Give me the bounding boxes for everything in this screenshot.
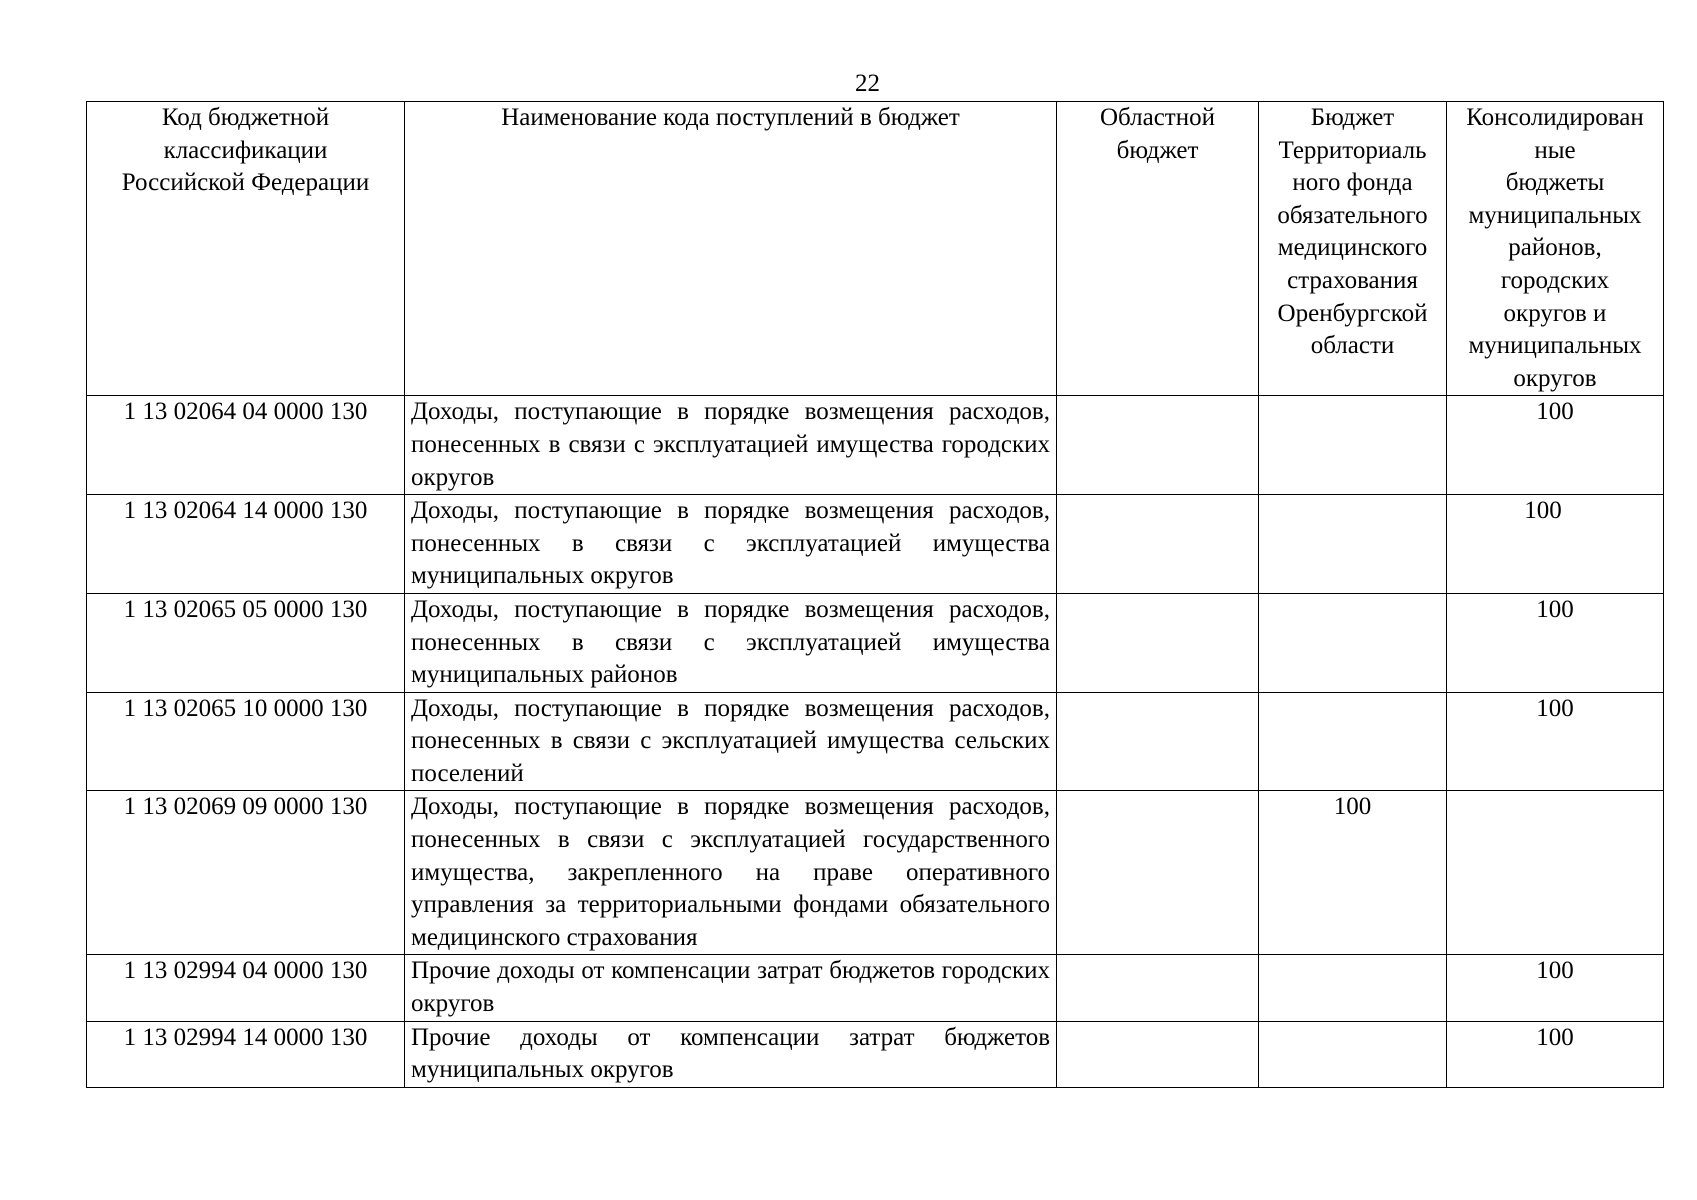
row-tfoms-value [1259,1021,1447,1087]
header-consolidated-line: районов, [1508,234,1602,262]
row-code: 1 13 02065 05 0000 130 [87,593,405,692]
row-code: 1 13 02994 14 0000 130 [87,1021,405,1087]
header-regional-line: Областной [1099,104,1215,131]
header-consolidated-line: округов и [1503,299,1607,327]
row-name: Доходы, поступающие в порядке возмещения расходов, понесенных в связи с эксплуатацией имущества муниципальных округов [405,495,1057,594]
row-tfoms-value [1259,955,1447,1021]
header-consolidated [1447,102,1664,396]
row-regional-value [1057,955,1259,1021]
row-name: Доходы, поступающие в порядке возмещения расходов, понесенных в связи с эксплуатацией государственного имущества, закрепленного на праве оперативного управления за территориальными фондами обязательного медицинского страхования [405,791,1057,955]
header-consolidated-line: Консолидирован [1466,104,1644,131]
page-number: 22 [855,70,880,97]
header-tfoms-line: Бюджет [1310,104,1395,131]
row-consolidated-value [1447,791,1664,955]
row-name: Доходы, поступающие в порядке возмещения расходов, понесенных в связи с эксплуатацией имущества городских округов [405,396,1057,495]
row-code: 1 13 02994 04 0000 130 [87,955,405,1021]
row-name: Доходы, поступающие в порядке возмещения расходов, понесенных в связи с эксплуатацией имущества сельских поселений [405,692,1057,791]
header-code-line: классификации [163,136,328,164]
header-tfoms-line: области [1310,332,1395,360]
row-regional-value [1057,495,1259,594]
header-consolidated-line: муниципальных [1468,201,1642,229]
table-row [87,791,1664,955]
table-row [87,593,1664,692]
table-row [87,495,1664,594]
header-code-line: Код бюджетной [161,104,330,131]
budget-classification-table [86,101,1664,1088]
row-name: Прочие доходы от компенсации затрат бюджетов городских округов [405,955,1057,1021]
header-tfoms-line: Оренбургской [1277,299,1428,327]
row-code: 1 13 02064 14 0000 130 [87,495,405,594]
row-regional-value [1057,396,1259,495]
row-consolidated-value: 100 [1447,593,1664,692]
header-consolidated-line: ные [1534,136,1576,164]
header-tfoms-line: Территориаль [1278,136,1427,164]
header-consolidated-line: бюджеты [1505,169,1605,197]
row-regional-value [1057,1021,1259,1087]
table-row [87,955,1664,1021]
header-tfoms [1259,102,1447,396]
row-regional-value [1057,692,1259,791]
table-header-row [87,102,1664,396]
table-row [87,1021,1664,1087]
header-regional-line: бюджет [1116,136,1199,164]
header-tfoms-line: страхования [1287,266,1418,294]
row-tfoms-value [1259,593,1447,692]
table-row [87,692,1664,791]
row-consolidated-value: 100 [1447,1021,1664,1087]
header-code-line: Российской Федерации [121,169,370,197]
row-name: Прочие доходы от компенсации затрат бюджетов муниципальных округов [405,1021,1057,1087]
row-tfoms-value [1259,495,1447,594]
row-name: Доходы, поступающие в порядке возмещения расходов, понесенных в связи с эксплуатацией имущества муниципальных районов [405,593,1057,692]
header-consolidated-line: муниципальных [1468,332,1642,360]
header-name [405,102,1057,396]
header-consolidated-line: городских [1500,266,1610,294]
header-name-text: Наименование кода поступлений в бюджет [501,104,960,131]
row-tfoms-value [1259,692,1447,791]
row-code: 1 13 02069 09 0000 130 [87,791,405,955]
header-consolidated-line: округов [1513,364,1597,392]
row-consolidated-value: 100 [1447,955,1664,1021]
header-tfoms-line: ного фонда [1292,169,1413,197]
row-regional-value [1057,593,1259,692]
row-regional-value [1057,791,1259,955]
row-tfoms-value [1259,396,1447,495]
row-consolidated-value: 100 [1447,692,1664,791]
header-tfoms-line: медицинского [1277,234,1428,262]
row-consolidated-value: 100 [1447,495,1664,594]
row-code: 1 13 02064 04 0000 130 [87,396,405,495]
header-code [87,102,405,396]
row-code: 1 13 02065 10 0000 130 [87,692,405,791]
header-regional [1057,102,1259,396]
row-consolidated-value: 100 [1447,396,1664,495]
row-tfoms-value: 100 [1259,791,1447,955]
table-row [87,396,1664,495]
header-tfoms-line: обязательного [1277,201,1428,229]
